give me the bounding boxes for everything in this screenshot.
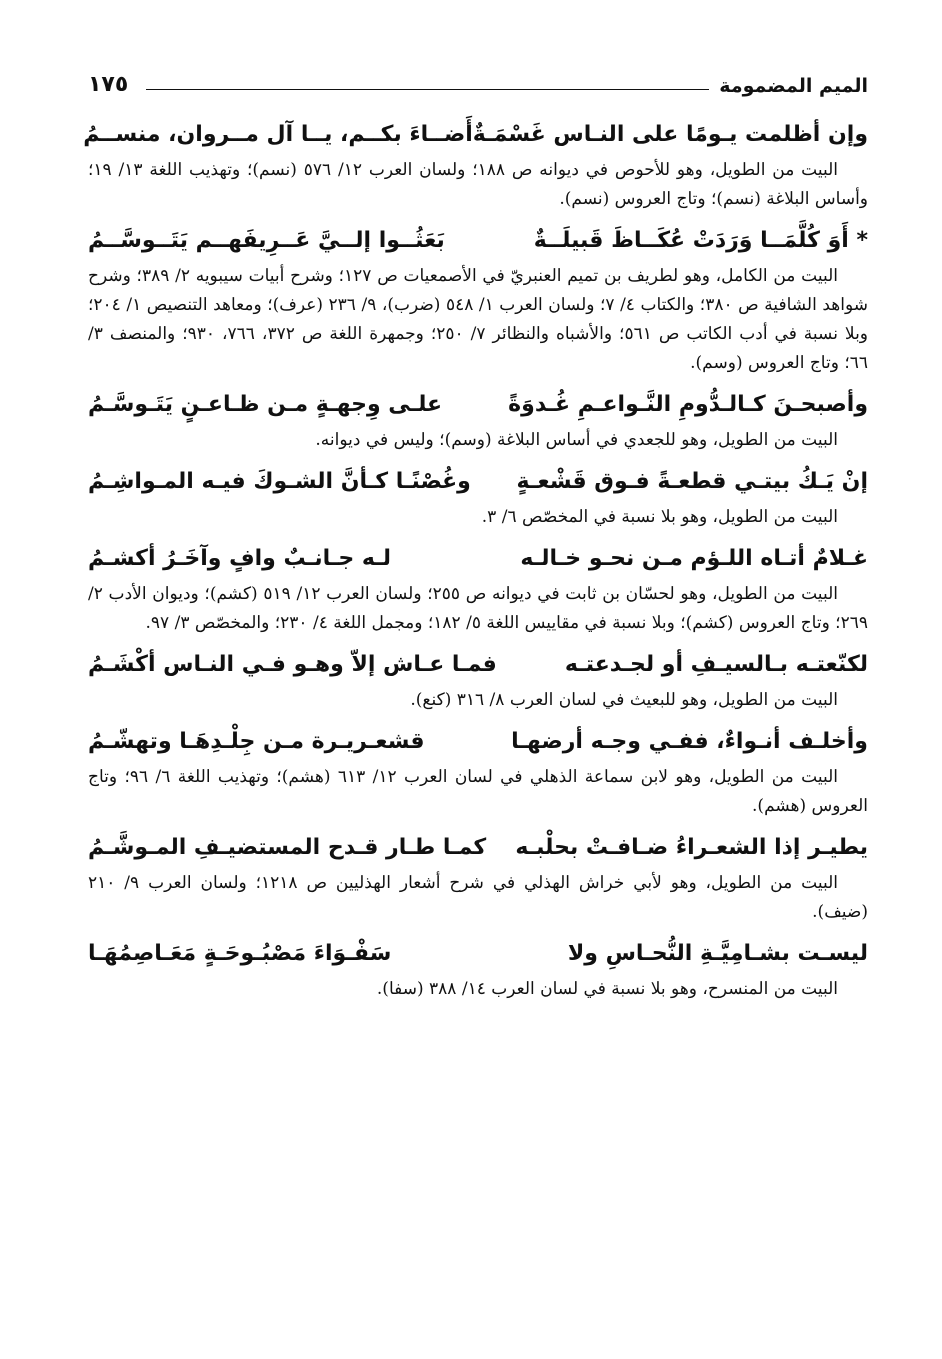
verse-line [88, 725, 868, 761]
first-hemistich: إنْ يَـكُ بيتـي قطعـةً فـوق قَشْعـةٍ [516, 469, 868, 494]
verse-entry [88, 648, 868, 715]
first-hemistich: وإن أظلمت يـومًا على النـاس غَسْمَـةٌ [472, 122, 868, 147]
verse-footnote: البيت من الكامل، وهو لطريف بن تميم العنبريّ في الأصمعيات ص ١٢٧؛ وشرح أبيات سيبويه ٢/ ٣٨٩؛ وشرح شواهد الشافية ص ٣٨٠؛ والكتاب ٤/ ٧؛ ولسان العرب ١/ ٥٤٨ (ضرب)، ٩/ ٢٣٦ (عرف)؛ ومعاهد التنصيص ١/ ٢٠٤؛ وبلا نسبة في أدب الكاتب ص ٥٦١؛ والأشباه والنظائر ٧/ ٢٥٠؛ وجمهرة اللغة ص ٣٧٢، ٧٦٦، ٩٣٠؛ والمنصف ٣/ ٦٦؛ وتاج العروس (وسم). [88, 266, 869, 373]
verse-entry [88, 465, 868, 532]
second-hemistich: أَضــاءَ بكــم، يــا آل مــروان، منســمُ [83, 122, 473, 147]
verse-footnote: البيت من الطويل، وهو لأبي خراش الهذلي في شرح أشعار الهذليين ص ١٢١٨؛ ولسان العرب ٩/ ٢١٠ (ضيف). [88, 873, 868, 922]
chapter-title: الميم المضمومة [709, 77, 868, 96]
verse-entry [83, 118, 868, 214]
verse-entry [88, 725, 868, 821]
first-hemistich: يطيـر إذا الشعـراءُ ضـافـتْ بحلْبـه [515, 835, 868, 860]
verse-line [83, 118, 868, 154]
verse-footnote: البيت من المنسرح، وهو بلا نسبة في لسان العرب ١٤/ ٣٨٨ (سفا). [376, 979, 838, 999]
second-hemistich: فمـا عـاش إلاّ وهـو فـي النـاس أكْشَـمُ [88, 652, 497, 677]
second-hemistich: بَعَثُــوا إلــيَّ عَــرِيفَهــم يَتَــوسَّــمُ [88, 228, 445, 253]
verse-footnote: البيت من الطويل، وهو للأحوص في ديوانه ص ١٨٨؛ ولسان العرب ١٢/ ٥٧٦ (نسم)؛ وتهذيب اللغة ١٣/ ١٩؛ وأساس البلاغة (نسم)؛ وتاج العروس (نسم). [88, 160, 868, 209]
second-hemistich: كمـا طـار قـدح المستضيـفِ المـوشَّـمُ [88, 835, 487, 860]
header-rule [146, 89, 742, 90]
second-hemistich: قشعـريـرة مـن جِلْـدِهَـا وتهشّـمُ [88, 729, 425, 754]
book-page [83, 62, 869, 1322]
first-hemistich: * أَوَ كُلَّمَــا وَرَدَتْ عُكَــاظَ قَبيلَــةٌ [533, 228, 868, 253]
first-hemistich: وأخلـف أنـواءٌ، ففـي وجـه أرضهـا [511, 729, 868, 754]
verse-entry [88, 542, 868, 638]
verse-line [88, 648, 868, 684]
verse-footnote: البيت من الطويل، وهو لابن سماعة الذهلي في لسان العرب ١٢/ ٦١٣ (هشم)؛ وتهذيب اللغة ٦/ ٩٦؛ وتاج العروس (هشم). [88, 767, 868, 816]
second-hemistich: وغُصْنًـا كـأنَّ الشـوكَ فيـه المـواشِـمُ [88, 469, 471, 494]
verse-line [88, 224, 868, 260]
page-number: ١٧٥ [88, 74, 136, 96]
second-hemistich: سَفْـوَاءَ مَصْبُـوحَـةٍ مَعَـاصِمُهَـا [88, 941, 392, 966]
running-header [88, 62, 868, 96]
second-hemistich: علـى وِجهـةٍ مـن ظـاعـنٍ يَتَـوسَّـمُ [88, 392, 443, 417]
verse-line [88, 937, 868, 973]
first-hemistich: وأصبحـنَ كـالـدُّومِ النَّـواعـمِ غُـدوَةً [508, 392, 868, 417]
verse-footnote: البيت من الطويل، وهو للبعيث في لسان العرب ٨/ ٣١٦ (كنع). [410, 690, 838, 710]
verse-line [88, 388, 868, 424]
verse-footnote: البيت من الطويل، وهو للجعدي في أساس البلاغة (وسم)؛ وليس في ديوانه. [315, 430, 838, 450]
verse-entry [88, 388, 868, 455]
first-hemistich: ليسـت بشـامِيَّـةِ النُّحـاسِ ولا [567, 941, 868, 966]
verse-line [88, 831, 868, 867]
verse-entry [88, 831, 868, 927]
verse-footnote: البيت من الطويل، وهو بلا نسبة في المخصّص ٦/ ٣. [481, 507, 838, 527]
verse-footnote: البيت من الطويل، وهو لحسّان بن ثابت في ديوانه ص ٢٥٥؛ ولسان العرب ١٢/ ٥١٩ (كشم)؛ وديوان الأدب ٢/ ٢٦٩؛ وتاج العروس (كشم)؛ وبلا نسبة في مقاييس اللغة ٥/ ١٨٢؛ ومجمل اللغة ٤/ ٢٣٠؛ والمخصّص ٣/ ٩٧. [88, 584, 868, 633]
second-hemistich: لـه جـانـبٌ وافٍ وآخَـرُ أكشـمُ [88, 546, 392, 571]
first-hemistich: غـلامٌ أتـاه اللـؤم مـن نحـو خـالـه [520, 546, 868, 571]
verse-line [88, 542, 868, 578]
verse-entry [88, 224, 868, 378]
first-hemistich: لكنّعتـه بـالسيـفِ أو لجـدعتـه [564, 652, 868, 677]
verse-line [88, 465, 868, 501]
verse-entry [88, 937, 868, 1004]
